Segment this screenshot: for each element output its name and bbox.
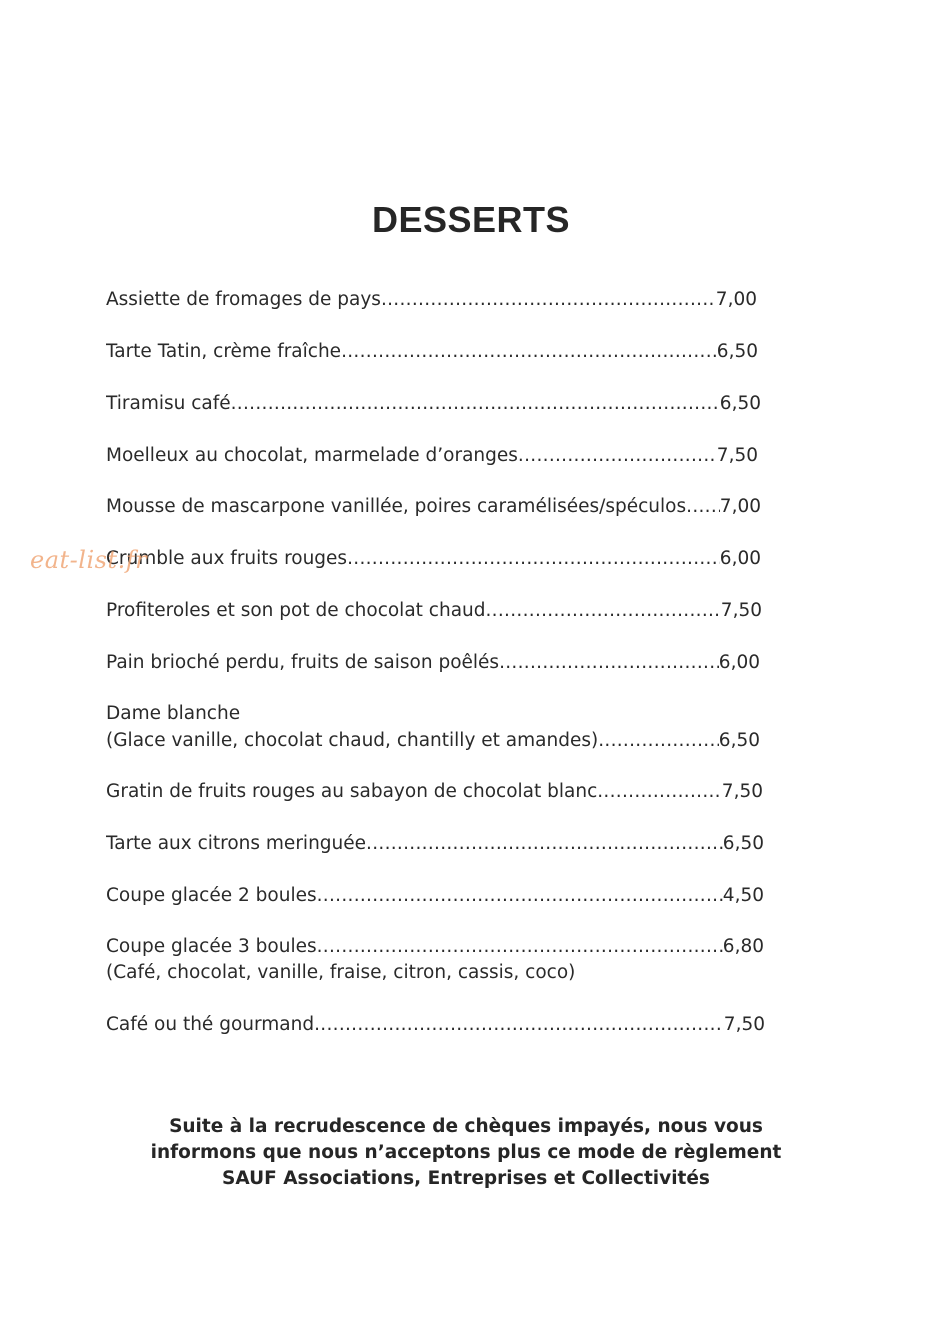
item-price: 7,00 (715, 289, 757, 310)
menu-item (106, 599, 762, 623)
dot-leader (381, 288, 716, 312)
item-name: (Glace vanille, chocolat chaud, chantilly et amandes) (106, 730, 599, 751)
item-title-line: Dame blanche (106, 703, 241, 724)
dot-leader (314, 1013, 724, 1037)
menu-item (106, 651, 760, 675)
item-price: 7,50 (716, 445, 758, 466)
item-name: Tarte aux citrons meringuée (106, 833, 367, 854)
item-name: Café ou thé gourmand (106, 1014, 315, 1035)
item-name: Coupe glacée 3 boules (106, 936, 317, 957)
item-name: Coupe glacée 2 boules (106, 885, 317, 906)
menu-item (106, 729, 760, 753)
item-price: 6,50 (722, 833, 764, 854)
item-name: Tiramisu café (106, 393, 231, 414)
item-price: 4,50 (722, 885, 764, 906)
dot-leader (499, 651, 719, 675)
menu-item (106, 288, 757, 312)
item-name: Pain brioché perdu, fruits de saison poêlés (106, 652, 500, 673)
page-title: DESSERTS (371, 199, 571, 240)
item-price: 7,50 (721, 781, 763, 802)
menu-item (106, 935, 764, 959)
item-price: 6,50 (719, 393, 761, 414)
item-name: Gratin de fruits rouges au sabayon de chocolat blanc (106, 781, 598, 802)
menu-item (106, 884, 764, 908)
item-price: 7,50 (720, 600, 762, 621)
item-name: Crumble aux fruits rouges (106, 548, 348, 569)
dot-leader (686, 495, 720, 519)
item-price: 6,50 (716, 341, 758, 362)
notice-line-3: SAUF Associations, Entreprises et Collectivités (222, 1168, 710, 1189)
menu-item (106, 340, 758, 364)
dot-leader (597, 780, 722, 804)
dot-leader (486, 599, 721, 623)
menu-item (106, 547, 761, 571)
item-price: 7,00 (719, 496, 761, 517)
item-sub-line: (Café, chocolat, vanille, fraise, citron, cassis, coco) (106, 962, 576, 983)
notice-line-1: Suite à la recrudescence de chèques impayés, nous vous (169, 1116, 763, 1137)
item-name: Assiette de fromages de pays (106, 289, 381, 310)
item-name: Profiteroles et son pot de chocolat chaud (106, 600, 486, 621)
watermark-logo: eat-list.fr (30, 546, 148, 574)
dot-leader (518, 444, 717, 468)
dot-leader (317, 884, 723, 908)
item-price: 6,50 (718, 730, 760, 751)
dot-leader (366, 832, 723, 856)
menu-item (106, 495, 761, 519)
menu-item (106, 1013, 765, 1037)
item-name: Mousse de mascarpone vanillée, poires caramélisées/spéculos (106, 496, 687, 517)
menu-item (106, 832, 764, 856)
item-name: Moelleux au chocolat, marmelade d’oranges (106, 445, 518, 466)
menu-item (106, 392, 761, 416)
dot-leader (598, 729, 719, 753)
dot-leader (347, 547, 720, 571)
item-price: 6,00 (719, 548, 761, 569)
dot-leader (317, 935, 723, 959)
menu-item (106, 444, 758, 468)
item-price: 6,00 (718, 652, 760, 673)
item-price: 6,80 (722, 936, 764, 957)
payment-notice (0, 1114, 932, 1192)
dot-leader (231, 392, 720, 416)
item-name: Tarte Tatin, crème fraîche (106, 341, 342, 362)
item-price: 7,50 (723, 1014, 765, 1035)
dot-leader (341, 340, 717, 364)
notice-line-2: informons que nous n’acceptons plus ce mode de règlement (150, 1142, 782, 1163)
menu-item (106, 780, 763, 804)
